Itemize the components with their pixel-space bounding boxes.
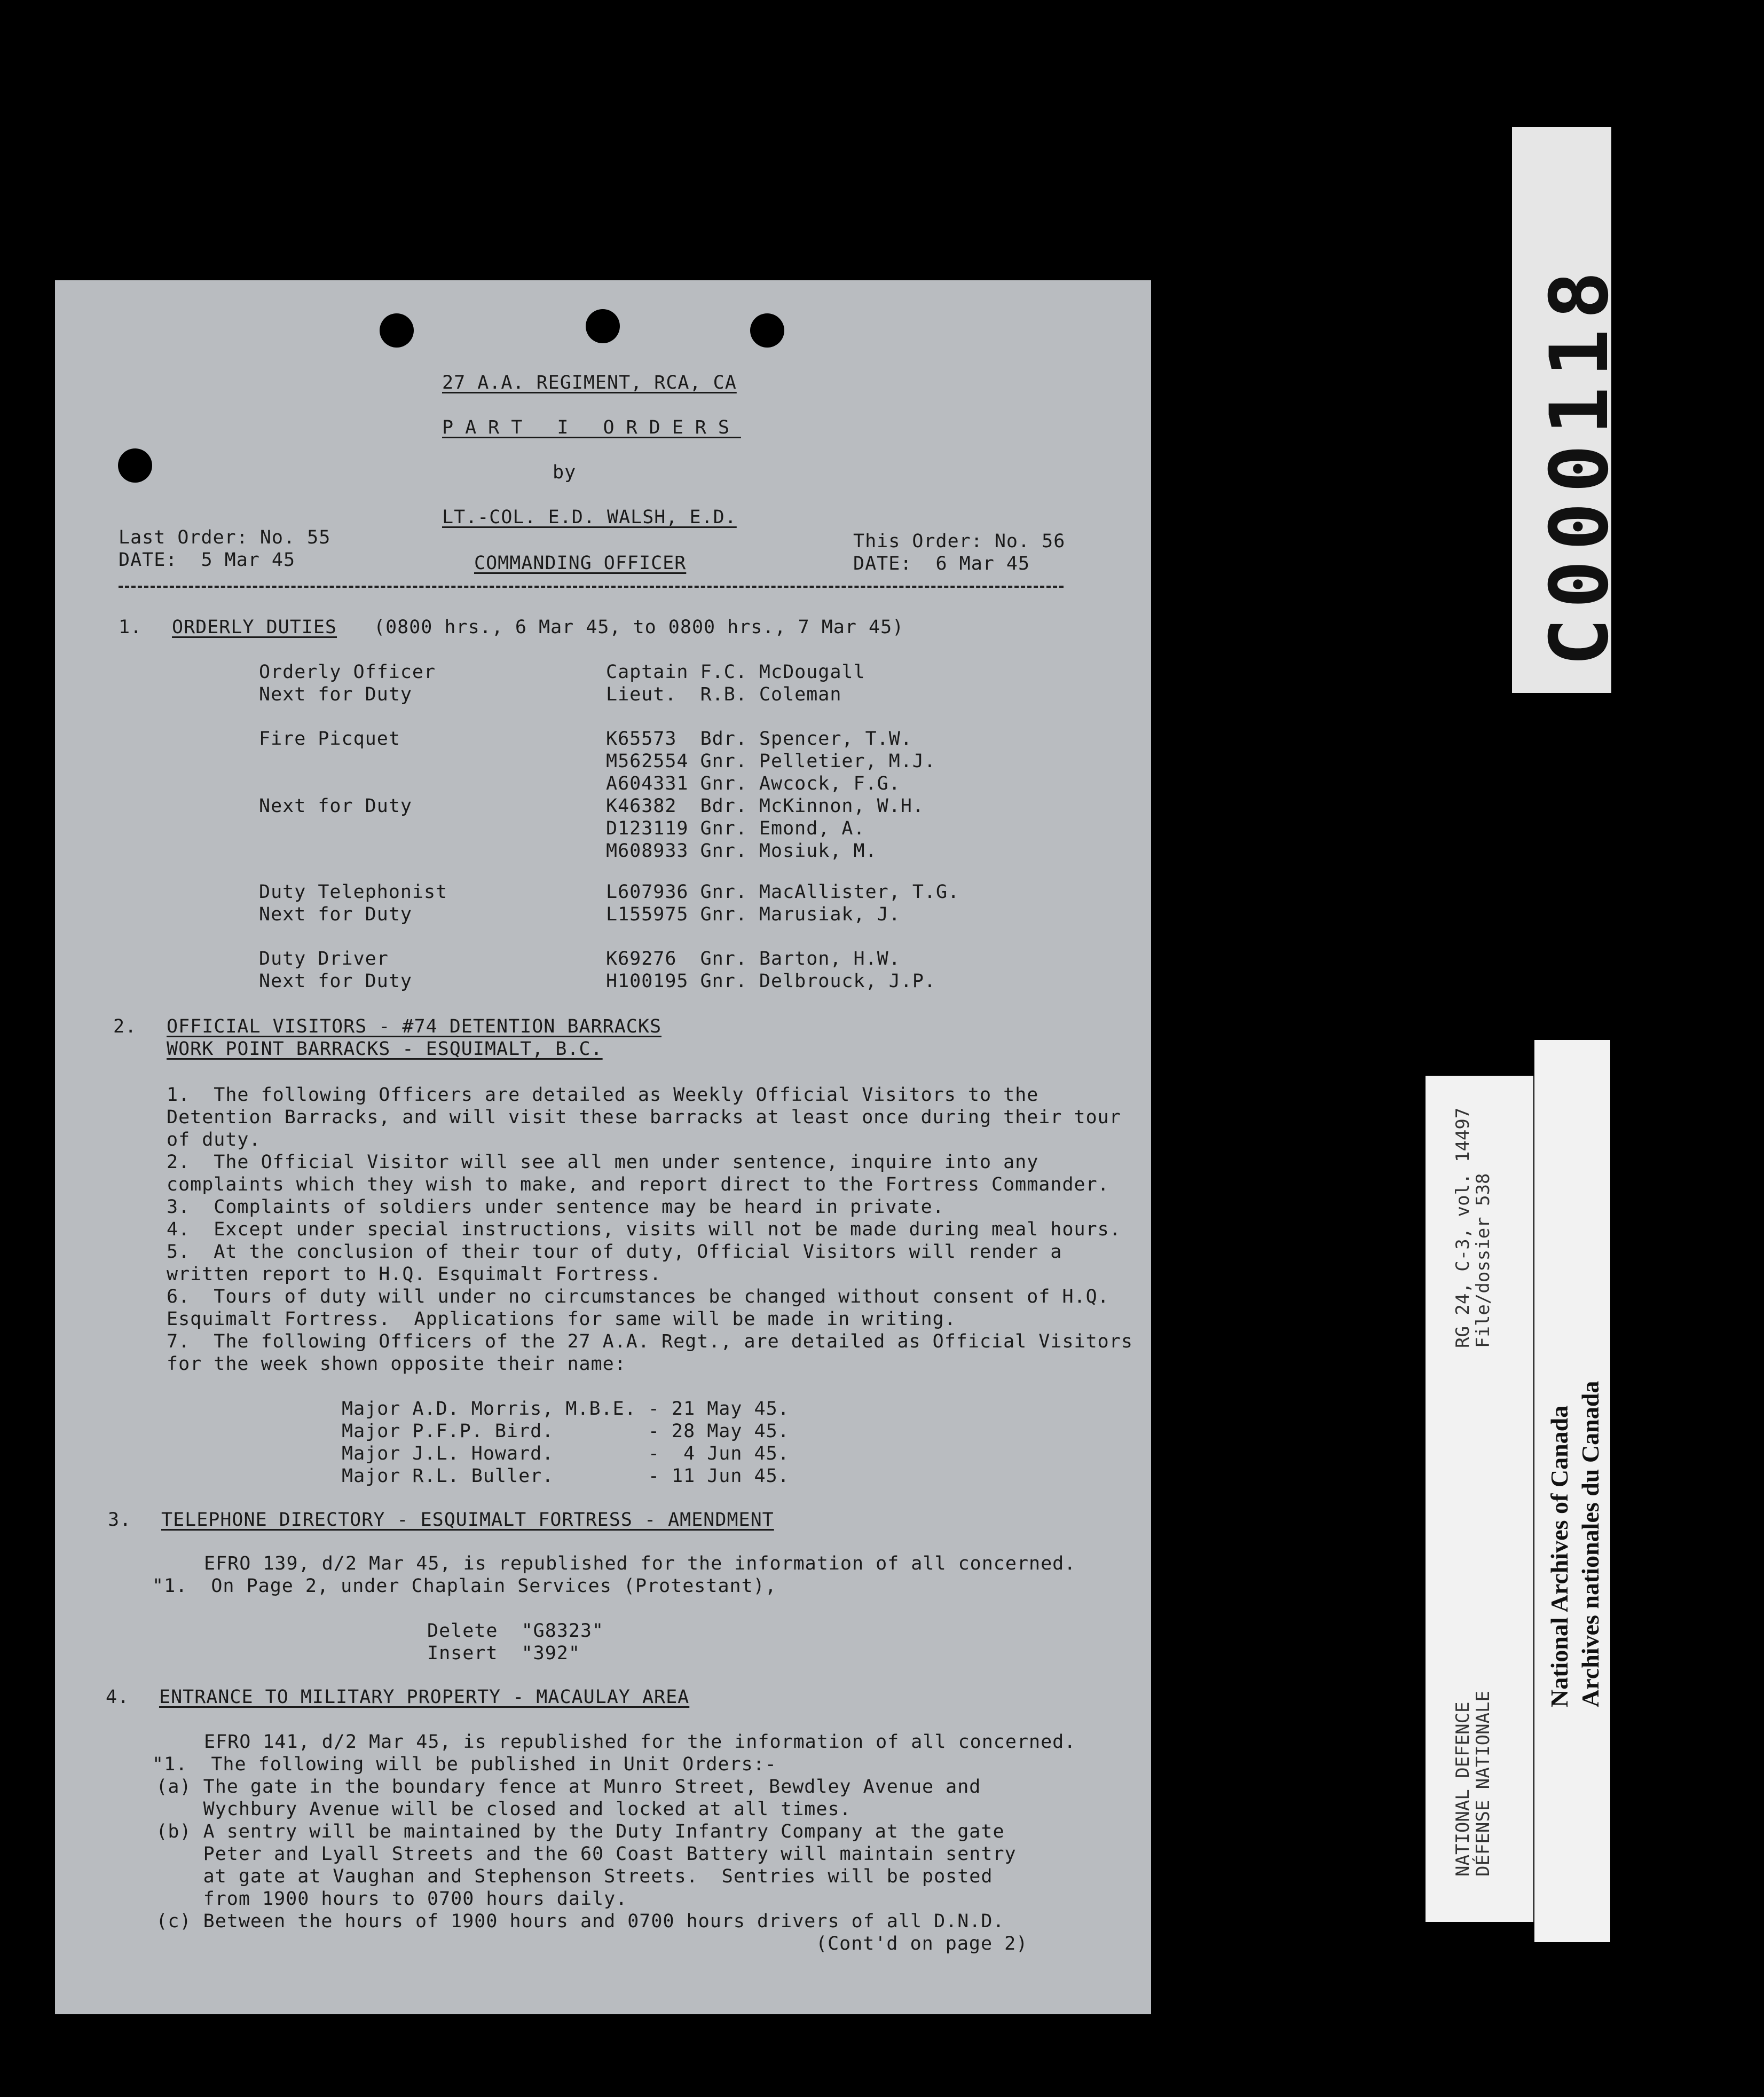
section-number: 3. (108, 1509, 132, 1531)
paragraph-line: 7. The following Officers of the 27 A.A. Regt., are detailed as Official Visitors (167, 1331, 1133, 1352)
punch-hole (380, 313, 414, 348)
duty-person: L607936 Gnr. MacAllister, T.G. (606, 881, 960, 903)
paragraph-line: 4. Except under special instructions, visits will not be made during meal hours. (167, 1219, 1121, 1240)
continued-note: (Cont'd on page 2) (816, 1933, 1028, 1954)
paragraph-line: (b) A sentry will be maintained by the Duty Infantry Company at the gate (97, 1821, 1005, 1842)
duty-person: K46382 Bdr. McKinnon, W.H. (606, 795, 924, 817)
duty-period: (0800 hrs., 6 Mar 45, to 0800 hrs., 7 Mar 45) (374, 617, 904, 638)
duty-person: Captain F.C. McDougall (606, 661, 865, 683)
paragraph-line: of duty. (167, 1129, 261, 1150)
archive-reference: RG 24, C-3, vol. 14497 (1452, 1107, 1474, 1348)
paragraph-line: at gate at Vaughan and Stephenson Streets. Sentries will be posted (97, 1866, 993, 1887)
this-order-date: DATE: 6 Mar 45 (853, 553, 1030, 574)
paragraph-line: Esquimalt Fortress. Applications for same will be made in writing. (167, 1308, 956, 1330)
paragraph-line: Wychbury Avenue will be closed and locked at all times. (97, 1799, 852, 1820)
paragraph-line: "1. The following will be published in Unit Orders:- (152, 1754, 777, 1775)
section-number: 1. (119, 617, 143, 638)
paragraph-line: Peter and Lyall Streets and the 60 Coast Battery will maintain sentry (97, 1843, 1017, 1865)
duty-person: H100195 Gnr. Delbrouck, J.P. (606, 971, 936, 992)
this-order: This Order: No. 56 (853, 531, 1066, 552)
punch-hole (118, 448, 152, 483)
paragraph-line: complaints which they wish to make, and report direct to the Fortress Commander. (167, 1174, 1109, 1195)
section-number: 2. (113, 1016, 137, 1037)
duty-person: M562554 Gnr. Pelletier, M.J. (606, 751, 936, 772)
regiment-heading: 27 A.A. REGIMENT, RCA, CA (442, 372, 737, 393)
paragraph-line: 5. At the conclusion of their tour of duty, Official Visitors will render a (167, 1241, 1062, 1263)
duty-person: K69276 Gnr. Barton, H.W. (606, 948, 901, 969)
duty-role: Duty Telephonist (259, 881, 448, 903)
punch-hole (586, 309, 620, 343)
department-en: NATIONAL DEFENCE (1452, 1701, 1474, 1877)
section-number: 4. (106, 1686, 130, 1708)
archive-name-en: National Archives of Canada (1546, 1405, 1573, 1707)
amendment-delete: Delete "G8323" (427, 1620, 604, 1642)
duty-person: D123119 Gnr. Emond, A. (606, 818, 865, 839)
paragraph-line: Detention Barracks, and will visit these barracks at least once during their tour (167, 1107, 1121, 1128)
paragraph-line: EFRO 141, d/2 Mar 45, is republished for the information of all concerned. (204, 1731, 1076, 1753)
paragraph-line: 2. The Official Visitor will see all men under sentence, inquire into any (167, 1152, 1039, 1173)
archive-label (1426, 1076, 1533, 1922)
visitor-entry: Major A.D. Morris, M.B.E. - 21 May 45. (342, 1398, 790, 1420)
by-text: by (553, 462, 577, 483)
section-title: ENTRANCE TO MILITARY PROPERTY - MACAULAY AREA (159, 1686, 690, 1708)
last-order: Last Order: No. 55 (119, 527, 331, 548)
archive-name-fr: Archives nationales du Canada (1577, 1381, 1604, 1707)
duty-person: K65573 Bdr. Spencer, T.W. (606, 728, 912, 750)
department-fr: DÉFENSE NATIONALE (1472, 1691, 1494, 1877)
duty-role: Next for Duty (259, 684, 412, 705)
paragraph-line: (c) Between the hours of 1900 hours and 0700 hours drivers of all D.N.D. (97, 1911, 1005, 1932)
paragraph-line: 1. The following Officers are detailed as Weekly Official Visitors to the (167, 1084, 1039, 1106)
duty-person: A604331 Gnr. Awcock, F.G. (606, 773, 901, 794)
paragraph-line: (a) The gate in the boundary fence at Munro Street, Bewdley Avenue and (97, 1776, 981, 1798)
paragraph-line: for the week shown opposite their name: (167, 1353, 626, 1375)
punch-hole (750, 313, 784, 348)
section-title: OFFICIAL VISITORS - #74 DETENTION BARRACKS (167, 1016, 662, 1037)
last-order-date: DATE: 5 Mar 45 (119, 549, 296, 571)
duty-role: Next for Duty (259, 904, 412, 925)
duty-role: Next for Duty (259, 795, 412, 817)
paragraph-line: written report to H.Q. Esquimalt Fortress. (167, 1264, 662, 1285)
duty-person: M608933 Gnr. Mosiuk, M. (606, 840, 877, 862)
section-title: WORK POINT BARRACKS - ESQUIMALT, B.C. (167, 1038, 603, 1060)
archive-name-label (1534, 1040, 1610, 1942)
paragraph-line: 6. Tours of duty will under no circumstances be changed without consent of H.Q. (167, 1286, 1109, 1307)
visitor-entry: Major R.L. Buller. - 11 Jun 45. (342, 1465, 790, 1487)
orders-heading: PART I ORDERS (442, 417, 741, 438)
duty-role: Orderly Officer (259, 661, 436, 683)
duty-person: Lieut. R.B. Coleman (606, 684, 842, 705)
header-divider (119, 586, 1064, 588)
paragraph-line: 3. Complaints of soldiers under sentence may be heard in private. (167, 1196, 944, 1218)
frame-number: C000118 (1533, 261, 1626, 666)
section-title: TELEPHONE DIRECTORY - ESQUIMALT FORTRESS - AMENDMENT (161, 1509, 774, 1531)
paragraph-line: from 1900 hours to 0700 hours daily. (97, 1888, 628, 1910)
duty-role: Fire Picquet (259, 728, 400, 750)
officer-name: LT.-COL. E.D. WALSH, E.D. (442, 507, 737, 528)
archive-file: File/dossier 538 (1472, 1173, 1494, 1348)
paragraph-line: "1. On Page 2, under Chaplain Services (Protestant), (152, 1575, 777, 1597)
duty-role: Next for Duty (259, 971, 412, 992)
amendment-insert: Insert "392" (427, 1643, 580, 1664)
duty-person: L155975 Gnr. Marusiak, J. (606, 904, 901, 925)
visitor-entry: Major J.L. Howard. - 4 Jun 45. (342, 1443, 790, 1464)
frame-number-strip (1512, 127, 1626, 693)
section-title: ORDERLY DUTIES (172, 617, 337, 638)
visitor-entry: Major P.F.P. Bird. - 28 May 45. (342, 1421, 790, 1442)
duty-role: Duty Driver (259, 948, 389, 969)
paragraph-line: EFRO 139, d/2 Mar 45, is republished for the information of all concerned. (204, 1553, 1076, 1574)
officer-role: COMMANDING OFFICER (474, 553, 687, 574)
